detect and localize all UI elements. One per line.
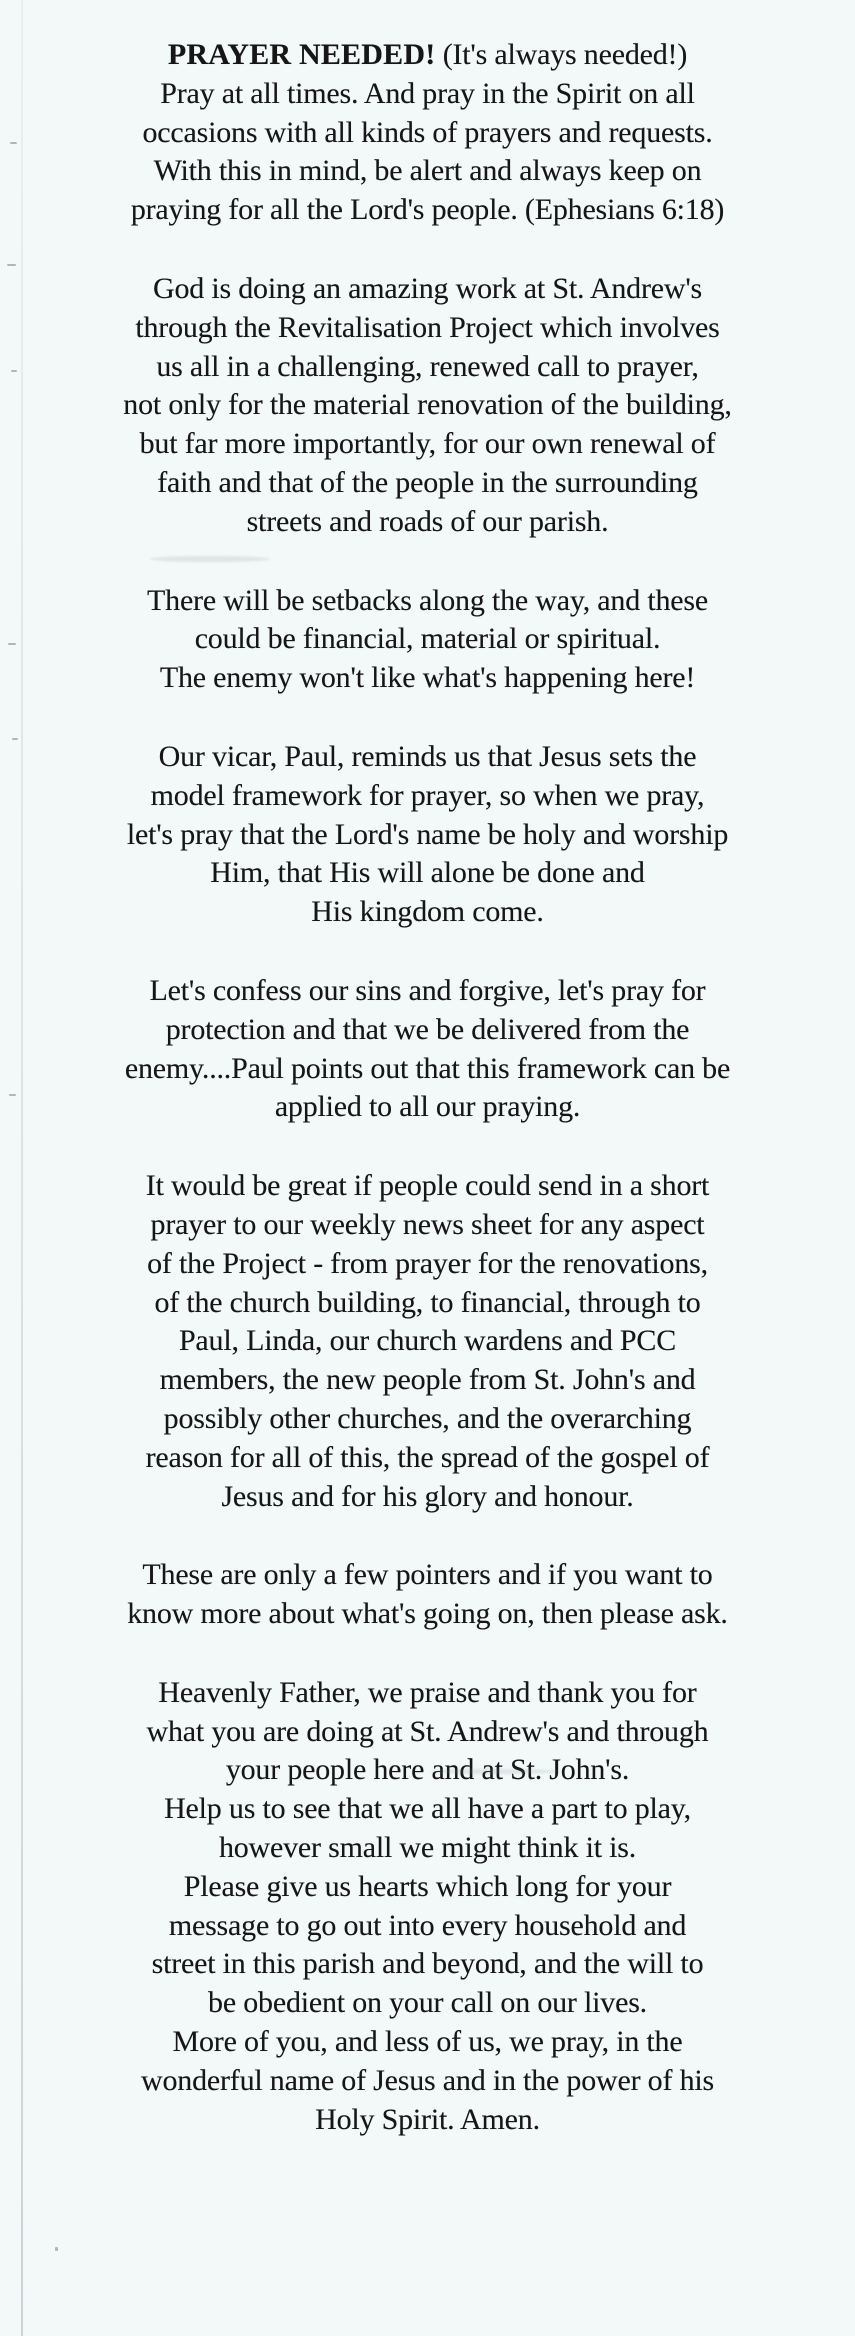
text-line: of the Project - from prayer for the renovations, [147,1246,708,1280]
text-line: More of you, and less of us, we pray, in the [172,2025,683,2059]
text-line: of the church building, to financial, through to [154,1285,701,1319]
text-line: could be financial, material or spiritual. [194,622,661,656]
paragraph [46,36,809,230]
paragraph [46,972,809,1127]
document-title: PRAYER NEEDED! [167,38,436,71]
text-line: through the Revitalisation Project which involves [135,310,720,344]
text-line: what you are doing at St. Andrew's and through [146,1714,709,1748]
text-line: It would be great if people could send in a short [145,1169,710,1203]
text-line: wonderful name of Jesus and in the power of his [141,2063,714,2097]
text-line: however small we might think it is. [218,1831,637,1865]
text-line: Holy Spirit. Amen. [315,2102,540,2136]
text-line: Please give us hearts which long for your [183,1869,672,1903]
text-line: possibly other churches, and the overarching [163,1401,692,1435]
text-line: These are only a few pointers and if you want to [142,1558,713,1592]
text-line: faith and that of the people in the surrounding [157,465,698,499]
scan-speck [8,643,16,645]
scan-speck [11,370,17,372]
paragraph [46,738,809,932]
text-line: Him, that His will alone be done and [210,856,645,890]
text-line: Pray at all times. And pray in the Spirit on all [160,76,695,110]
paragraph [46,1556,809,1634]
text-line: us all in a challenging, renewed call to prayer, [156,349,699,383]
text-line: The enemy won't like what's happening here! [159,661,696,695]
scan-speck [55,2247,58,2251]
text-line: Our vicar, Paul, reminds us that Jesus sets the [158,739,697,773]
text-line: street in this parish and beyond, and the will to [151,1947,704,1981]
text-line: God is doing an amazing work at St. Andrew's [152,271,703,305]
text-line: Let's confess our sins and forgive, let's pray for [149,973,706,1007]
text-line: Paul, Linda, our church wardens and PCC [178,1324,677,1358]
scan-speck [10,142,17,144]
paragraph [46,1167,809,1516]
text-line: There will be setbacks along the way, and these [147,583,708,617]
paragraph [46,270,809,542]
scan-smudge [430,1769,560,1774]
scan-smudge [150,556,270,562]
text-line: With this in mind, be alert and always keep on [153,154,702,188]
text-line: Help us to see that we all have a part to play, [164,1792,691,1826]
text-line: protection and that we be delivered from the [165,1012,690,1046]
text-line: applied to all our praying. [274,1090,581,1124]
text-line: Heavenly Father, we praise and thank you for [158,1675,697,1709]
text-line: His kingdom come. [311,895,544,929]
text-line: be obedient on your call on our lives. [208,1986,647,2020]
text-line: not only for the material renovation of the building, [123,388,732,422]
text-line: but far more importantly, for our own renewal of [139,427,716,461]
text-line: streets and roads of our parish. [246,504,609,538]
text-line [46,36,809,75]
scan-speck [12,738,18,740]
text-line: occasions with all kinds of prayers and requests. [142,115,713,149]
text-line: your people here and at St. John's. [225,1753,630,1787]
text-line: praying for all the Lord's people. (Ephesians 6:18) [130,193,725,227]
scan-speck [7,264,16,266]
text-line: message to go out into every household and [168,1908,687,1942]
text-line: prayer to our weekly news sheet for any aspect [150,1207,705,1241]
text-line: enemy....Paul points out that this framework can be [124,1051,731,1085]
paragraph [46,582,809,698]
scan-paper-edge [21,0,23,2336]
text-line: reason for all of this, the spread of the gospel of [145,1440,710,1474]
text-line: model framework for prayer, so when we pray, [150,778,705,812]
document-title-aside: (It's always needed!) [435,38,688,71]
text-line: know more about what's going on, then please ask. [127,1597,728,1631]
paragraph [46,1674,809,2140]
scan-speck [9,1094,16,1096]
text-line: let's pray that the Lord's name be holy and worship [126,817,729,851]
text-line: members, the new people from St. John's and [159,1363,696,1397]
text-line: Jesus and for his glory and honour. [221,1479,634,1513]
